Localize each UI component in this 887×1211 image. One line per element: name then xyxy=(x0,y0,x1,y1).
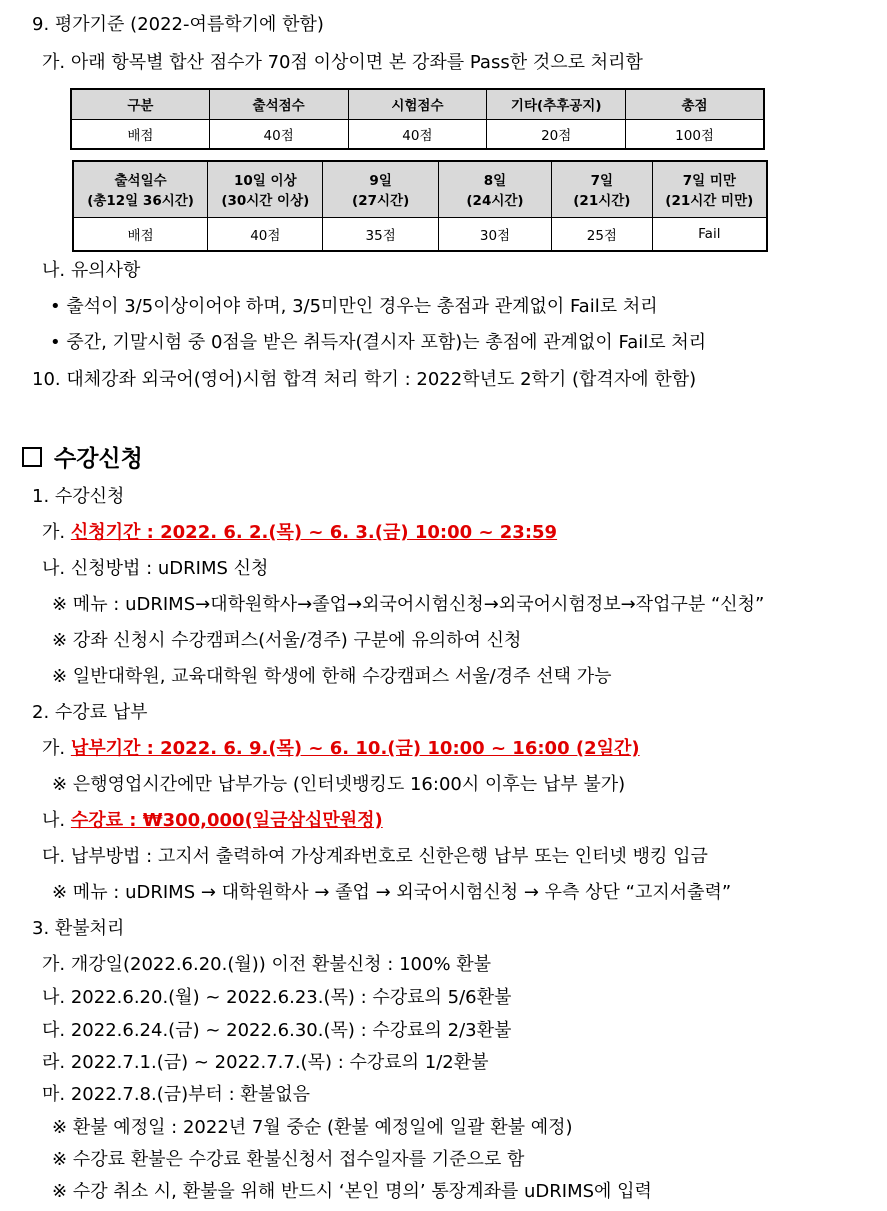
item9-bullet1: • 출석이 3/5이상이어야 하며, 3/5미만인 경우는 총점과 관계없이 Fail로 처리 xyxy=(50,296,658,317)
s1-note1: ※ 메뉴 : uDRIMS→대학원학사→졸업→외국어시험신청→외국어시험정보→작업구분 “신청” xyxy=(52,594,765,615)
item9-title: 9. 평가기준 (2022-여름학기에 한함) xyxy=(32,14,324,35)
s3-ga: 가. 개강일(2022.6.20.(월)) 이전 환불신청 : 100% 환불 xyxy=(42,954,492,975)
s1-ga: 가. 신청기간 : 2022. 6. 2.(목) ~ 6. 3.(금) 10:00 ~ 23:59 xyxy=(42,522,558,543)
score-cell: 100점 xyxy=(626,119,764,149)
s3-na: 나. 2022.6.20.(월) ~ 2022.6.23.(목) : 수강료의 5/6환불 xyxy=(42,987,512,1008)
attendance-header-cell: 출석일수 (총12일 36시간) xyxy=(73,161,208,217)
s1-note2: ※ 강좌 신청시 수강캠퍼스(서울/경주) 구분에 유의하여 신청 xyxy=(52,630,522,651)
score-header-cell: 시험점수 xyxy=(348,89,487,119)
payment-period: 납부기간 : 2022. 6. 9.(목) ~ 6. 10.(금) 10:00 ~ 16:00 (2일간) xyxy=(70,738,640,759)
checkbox-square-icon xyxy=(22,447,42,467)
s2-ga: 가. 납부기간 : 2022. 6. 9.(목) ~ 6. 10.(금) 10:00 ~ 16:00 (2일간) xyxy=(42,738,640,759)
s3-ma: 마. 2022.7.8.(금)부터 : 환불없음 xyxy=(42,1084,310,1105)
attendance-cell: 30점 xyxy=(438,217,551,251)
attendance-table xyxy=(72,160,768,252)
s3-title: 3. 환불처리 xyxy=(32,918,125,939)
section-title: 수강신청 xyxy=(22,440,143,473)
score-header-cell: 총점 xyxy=(626,89,764,119)
attendance-header-cell: 10일 이상 (30시간 이상) xyxy=(208,161,323,217)
s1-title: 1. 수강신청 xyxy=(32,486,125,507)
s2-da: 다. 납부방법 : 고지서 출력하여 가상계좌번호로 신한은행 납부 또는 인터넷 뱅킹 입금 xyxy=(42,846,708,867)
attendance-header-cell: 7일 (21시간) xyxy=(552,161,652,217)
application-period: 신청기간 : 2022. 6. 2.(목) ~ 6. 3.(금) 10:00 ~ 23:59 xyxy=(70,522,558,543)
s2-na: 나. 수강료 : ₩300,000(일금삼십만원정) xyxy=(42,810,383,831)
s2-title: 2. 수강료 납부 xyxy=(32,702,148,723)
attendance-cell: 배점 xyxy=(73,217,208,251)
tuition-fee: 수강료 : ₩300,000(일금삼십만원정) xyxy=(70,810,383,831)
item9-na: 나. 유의사항 xyxy=(42,260,141,281)
score-cell: 20점 xyxy=(487,119,626,149)
s2-note2: ※ 메뉴 : uDRIMS → 대학원학사 → 졸업 → 외국어시험신청 → 우측 상단 “고지서출력” xyxy=(52,882,732,903)
attendance-header-cell: 9일 (27시간) xyxy=(323,161,438,217)
s1-note3: ※ 일반대학원, 교육대학원 학생에 한해 수강캠퍼스 서울/경주 선택 가능 xyxy=(52,666,612,687)
score-cell: 배점 xyxy=(71,119,209,149)
s3-da: 다. 2022.6.24.(금) ~ 2022.6.30.(목) : 수강료의 2/3환불 xyxy=(42,1020,512,1041)
s3-note2: ※ 수강료 환불은 수강료 환불신청서 접수일자를 기준으로 함 xyxy=(52,1149,525,1170)
attendance-header-cell: 8일 (24시간) xyxy=(438,161,551,217)
item9-bullet2: • 중간, 기말시험 중 0점을 받은 취득자(결시자 포함)는 총점에 관계없이 Fail로 처리 xyxy=(50,332,707,353)
item9-ga: 가. 아래 항목별 합산 점수가 70점 이상이면 본 강좌를 Pass한 것으로 처리함 xyxy=(42,52,643,73)
s2-note1: ※ 은행영업시간에만 납부가능 (인터넷뱅킹도 16:00시 이후는 납부 불가) xyxy=(52,774,626,795)
score-cell: 40점 xyxy=(209,119,348,149)
score-header-cell: 구분 xyxy=(71,89,209,119)
attendance-cell: 35점 xyxy=(323,217,438,251)
s3-note3: ※ 수강 취소 시, 환불을 위해 반드시 ‘본인 명의’ 통장계좌를 uDRIMS에 입력 xyxy=(52,1181,652,1202)
s1-na: 나. 신청방법 : uDRIMS 신청 xyxy=(42,558,269,579)
score-header-cell: 기타(추후공지) xyxy=(487,89,626,119)
attendance-cell: 25점 xyxy=(552,217,652,251)
attendance-cell: 40점 xyxy=(208,217,323,251)
attendance-cell: Fail xyxy=(652,217,767,251)
s3-note1: ※ 환불 예정일 : 2022년 7월 중순 (환불 예정일에 일괄 환불 예정) xyxy=(52,1117,573,1138)
s3-ra: 라. 2022.7.1.(금) ~ 2022.7.7.(목) : 수강료의 1/2환불 xyxy=(42,1052,489,1073)
attendance-header-cell: 7일 미만 (21시간 미만) xyxy=(652,161,767,217)
score-table xyxy=(70,88,765,150)
score-header-cell: 출석점수 xyxy=(209,89,348,119)
score-cell: 40점 xyxy=(348,119,487,149)
item10: 10. 대체강좌 외국어(영어)시험 합격 처리 학기 : 2022학년도 2학기 (합격자에 한함) xyxy=(32,369,697,390)
